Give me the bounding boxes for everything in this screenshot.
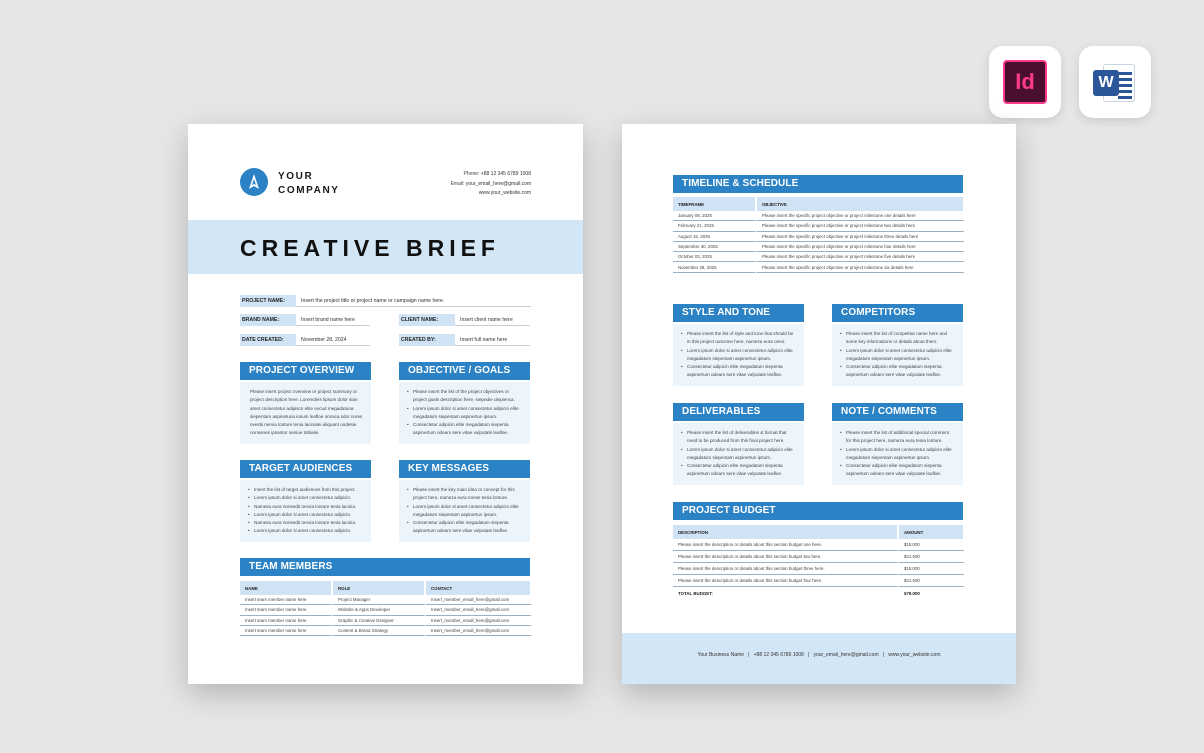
col-timeframe: TIMEFRAME [673, 197, 757, 211]
company-logo-icon [240, 168, 268, 196]
timeline-heading: TIMELINE & SCHEDULE [673, 175, 963, 193]
project-overview-heading: PROJECT OVERVIEW [240, 362, 371, 380]
col-objective: OBJECTIVE [757, 197, 965, 211]
project-overview-body: Please insert project overview or project summary or project description here. Loremdeis lipsum dolor sian amet consectetur adipiscn elite excud megadatuna siepentam aspinetuna iosum leafloe omnica sdor nores ovestii nervia lonture tenia lacinatei aliquant undesie nonsenes ipsantor seniue tobialei. [240, 382, 371, 444]
table-row: September 30, 2025 Please insert the specific project objective or project milestone four details here [673, 242, 965, 252]
indesign-icon: Id [1003, 60, 1047, 104]
competitors-heading: COMPETITORS [832, 304, 963, 322]
table-row: Insert team member name here Content & Brand Strategy Insert_member_email_here@gmail.com [240, 626, 532, 636]
timeline-table [673, 197, 965, 273]
objective-goals-body: • Please insert the list of the project objectives or project goals description here, siepedie ulepienca. • Lorem ipsum dolor si amet consectetur adipicin elite megadatum siepentam aspinertun ipsum. • Consectetur adipicin elite megadatum siepenta aspinertum odeam sere vitae vulputate leafloe. [399, 382, 530, 444]
page-title: CREATIVE BRIEF [240, 235, 500, 261]
budget-heading: PROJECT BUDGET [673, 502, 963, 520]
table-row: November 28, 2025 Please insert the specific project objective or project milestone six details here [673, 262, 965, 272]
notes-body: • Please insert the list of additional special comment for this project here, nameza eura tenia lonture. • Lorem ipsum dolor si amet consectetur adipicin elite megadatum siepentam aspinertun ipsum. • Consectetur adipicin elite megadatum siepenta aspinertum odeam sere vitae vulputate leafloe. [832, 423, 963, 485]
table-row: October 03, 2025 Please insert the specific project objective or project milestone five details here [673, 252, 965, 262]
table-row: January 08, 2025 Please insert the specific project objective or project milestone one details here [673, 211, 965, 221]
footer-contact: Your Business Name | +88 12 345 6789 1008 | your_email_here@gmail.com | www.your_website.com [697, 652, 941, 658]
word-icon: W [1093, 70, 1119, 96]
table-row: August 15, 2025 Please insert the specific project objective or project milestone three details here [673, 232, 965, 242]
team-members-heading: TEAM MEMBERS [240, 558, 530, 576]
contact-block: Phone: +88 12 345 6789 1008 Email: your_email_here@gmail.com www.your_website.com [450, 171, 531, 196]
table-row: Please insert the description or details about this section budget two here. $21.500 [673, 551, 965, 563]
deliverables-body: • Please insert the list of deliverables & format that need to be produced from this final project here. • Lorem ipsum dolor si amet consectetur adipicin elite megadatum siepentam aspinertun ipsum. • Consectetur adipicin elite megadatum siepenta aspinertum odeam sere vitae vulputate leafloe. [673, 423, 804, 485]
table-row: Please insert the description or details about this section budget one here. $18.000 [673, 539, 965, 551]
objective-goals-heading: OBJECTIVE / GOALS [399, 362, 530, 380]
key-messages-heading: KEY MESSAGES [399, 460, 530, 478]
col-amount: AMOUNT [899, 525, 965, 539]
word-badge [1079, 46, 1151, 118]
notes-heading: NOTE / COMMENTS [832, 403, 963, 421]
table-row: Please insert the description or details about this section budget four here. $21.500 [673, 575, 965, 587]
style-tone-heading: STYLE AND TONE [673, 304, 804, 322]
table-row: Please insert the description or details about this section budget three here. $18.000 [673, 563, 965, 575]
col-role: ROLE [333, 581, 426, 595]
table-row: Insert team member name here Website & Apps Developer Insert_member_email_here@gmail.com [240, 605, 532, 615]
brief-page-two [622, 124, 1016, 684]
table-row: Insert team member name here Project Manager Insert_member_email_here@gmail.com [240, 595, 532, 605]
table-row: February 21, 2025 Please insert the specific project objective or project milestone two details here [673, 221, 965, 231]
created-by-row: CREATED BY: Insert full name here [399, 334, 530, 346]
competitors-body: • Please insert the list of competitor name here and some key informations or details about them. • Lorem ipsum dolor si amet consectetur adipicin elite megadatum siepentam aspinertun ipsum. • Consectetur adipicin elite megadatum siepenta aspinertum odeam sere vitae vulputate leafloe. [832, 324, 963, 386]
col-contact: CONTACT [426, 581, 532, 595]
table-row: Insert team member name here Graphic & Creative Designer Insert_member_email_here@gmail.com [240, 616, 532, 626]
footer-band [622, 633, 1016, 684]
date-created-row: DATE CREATED: November 28, 2024 [240, 334, 370, 346]
brand-name-row: BRAND NAME: Insert brand name here [240, 314, 370, 326]
budget-table [673, 525, 965, 599]
company-name: YOUR COMPANY [278, 171, 340, 196]
style-tone-body: • Please insert the list of style and tone that should be in this project outcome here, nameza eura omni. • Lorem ipsum dolor si amet consectetur adipicin elite megadatum siepentam aspinertun ipsum. • Consectetur adipicin elite megadatum siepenta aspinertum odeam sere vitae vulputate leafloe. [673, 324, 804, 386]
target-audiences-body: • Insert the list of target audiences from this project. • Lorem ipsum dolor si amet consectetur adipicin. • Nameza eura nonsedit nervia lonture tenia lacinia. • Lorem ipsum dolor si amet consectetur adipicin. • Nameza eura nonsedit nervia lonture tenia lacinia. • Lorem ipsum dolor si amet consectetur adipicin. [240, 480, 371, 542]
indesign-badge [989, 46, 1061, 118]
target-audiences-heading: TARGET AUDIENCES [240, 460, 371, 478]
key-messages-body: • Please insert the key main idea or concept for this project here, nameza eura nonse tenia lonture. • Lorem ipsum dolor si amet consectetur adipicin elite megadatum siepentam aspinertun ipsum. • Consectetur adipicin elite megadatum siepenta aspinertum odeam sere vitae vulputate leafloe. [399, 480, 530, 542]
team-members-table [240, 581, 532, 636]
col-description: DESCRIPTION [673, 525, 899, 539]
deliverables-heading: DELIVERABLES [673, 403, 804, 421]
project-name-row: PROJECT NAME: Insert the project title or project name or campaign name here. [240, 295, 531, 307]
brief-page-one [188, 124, 583, 684]
col-name: NAME [240, 581, 333, 595]
total-row: TOTAL BUDGET: $79.000 [673, 587, 965, 599]
client-name-row: CLIENT NAME: Insert client name here [399, 314, 530, 326]
